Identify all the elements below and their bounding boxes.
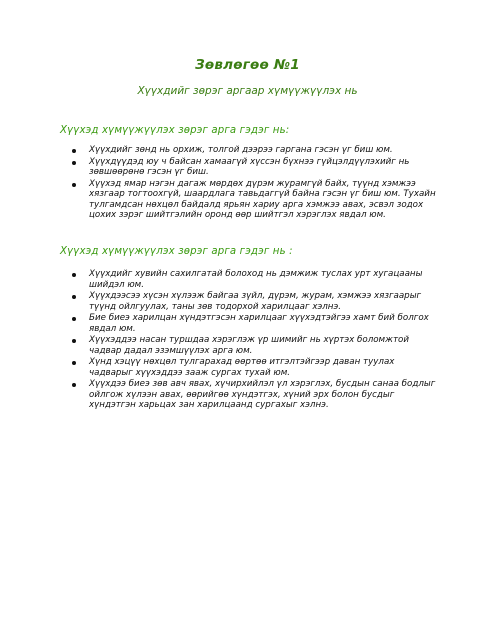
- document-title: Зөвлөгөө №1: [195, 57, 300, 73]
- list-item: Хүүхэд ямар нэгэн дагаж мөрдөх дүрэм журамгүй байх, түүнд хэмжээ хязгаар тогтоохгүй, шаардлага тавьдаггүй байна гэсэн үг биш юм. Тухайн тулгамдсан нөхцөл байдалд ярьян хариу арга хэмжээ авах, эсвэл зодох цохих зэрэг шийтгэлийн оронд өөр шийтгэл хэрэглэх явдал юм.: [60, 179, 440, 221]
- list-item: Хүүхдийг хувийн сахилгатай болоход нь дэмжиж туслах урт хугацааны шийдэл юм.: [60, 269, 440, 290]
- list-item: Хүнд хэцүү нөхцөл тулгарахад өөртөө итгэлтэйгээр даван туулах чадварыг хүүхэддээ зааж сургах тухай юм.: [60, 357, 440, 378]
- section-heading-2: Хүүхэд хүмүүжүүлэх зөрэг арга гэдэг нь :: [60, 246, 293, 257]
- list-item: Хүүхдүүдэд юу ч байсан хамаагүй хүссэн бүхнээ гүйцэлдүүлэхийг нь зөвшөөрөнө гэсэн үг биш.: [60, 157, 440, 178]
- list-item: Бие биеэ харилцан хүндэтгэсэн харилцааг хүүхэдтэйгээ хамт бий болгох явдал юм.: [60, 313, 440, 334]
- document-subtitle: Хүүхдийг зөрэг аргаар хүмүүжүүлэх нь: [137, 85, 358, 97]
- list-item: Хүүхдээ биеэ зөв авч явах, хүчирхийлэл үл хэрэглэх, бусдын санаа бодлыг ойлгож хүлээн авах, өөрийгөө хүндэтгэх, хүний эрх болон бусдыг хүндэтгэн харьцах зан харилцаанд сургахыг хэлнэ.: [60, 379, 440, 411]
- list-item: Хүүхдийг зөнд нь орхиж, толгой дээрээ гаргана гэсэн үг биш юм.: [60, 145, 440, 156]
- section-heading-1: Хүүхэд хүмүүжүүлэх зөрэг арга гэдэг нь:: [60, 125, 290, 136]
- list-item: Хүүхдээсээ хүсэн хүлээж байгаа зүйл, дүрэм, журам, хэмжээ хязгаарыг түүнд ойлгуулах, таны зөв тодорхой харилцааг хэлнэ.: [60, 291, 440, 312]
- list-item: Хүүхэддээ насан туршдаа хэрэглэж үр шимийг нь хүртэх боломжтой чадвар дадал эзэмшүүлэх арга юм.: [60, 335, 440, 356]
- section-2-list: [60, 269, 440, 412]
- section-1-list: [60, 145, 440, 222]
